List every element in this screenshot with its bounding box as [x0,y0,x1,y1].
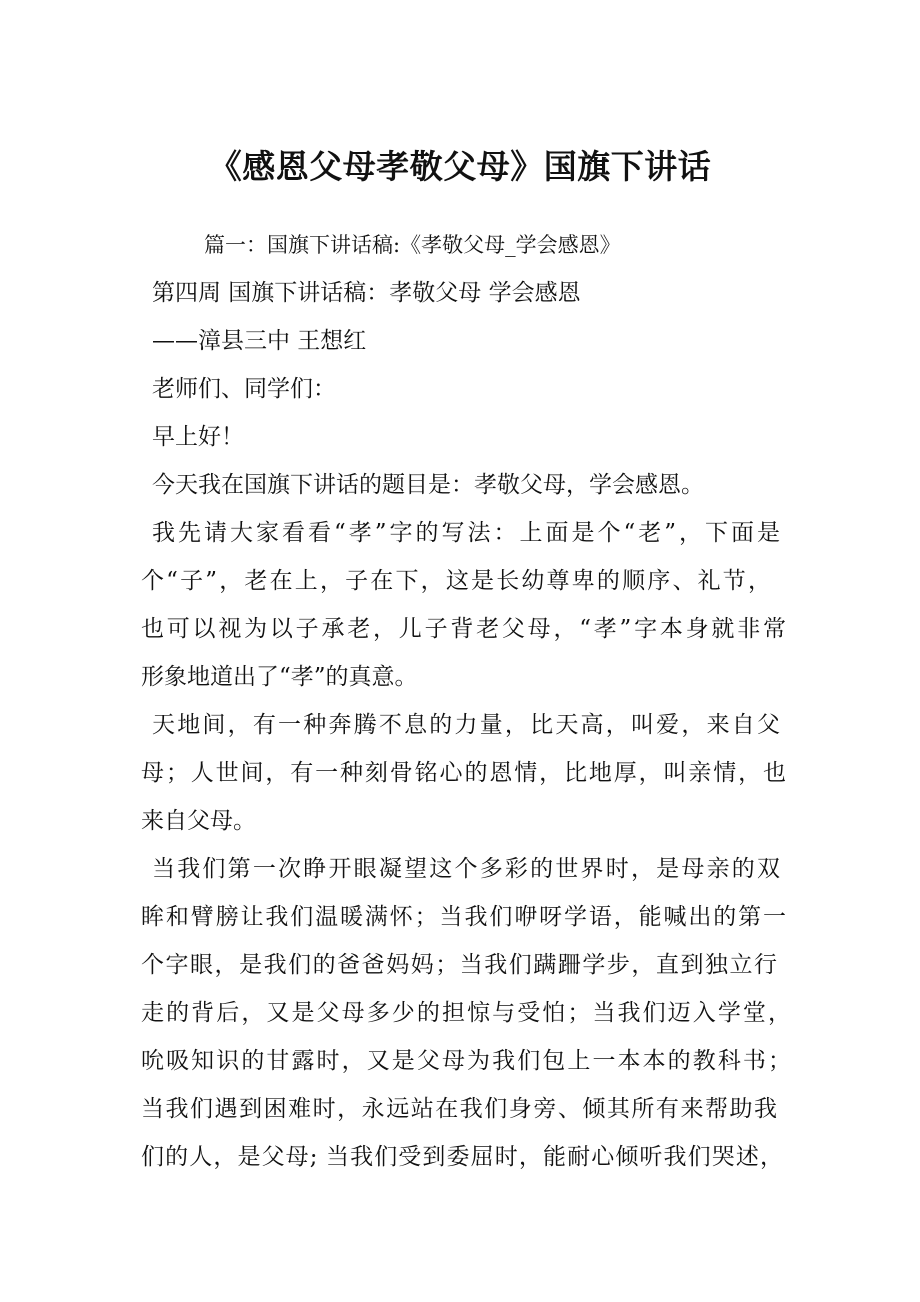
paragraph-line: 当我们遇到困难时，永远站在我们身旁、倾其所有来帮助我 [141,1096,777,1122]
paragraph-line: 天地间，有一种奔腾不息的力量，比天高，叫爱，来自父 [152,712,780,738]
paragraph-line: 个字眼，是我们的爸爸妈妈；当我们蹒跚学步，直到独立行 [141,952,777,978]
paragraph-line: 吮吸知识的甘露时，又是父母为我们包上一本本的教科书； [141,1048,791,1074]
paragraph-line: 今天我在国旗下讲话的题目是：孝敬父母，学会感恩。 [152,472,704,498]
paragraph-line: 也可以视为以子承老，儿子背老父母，“孝”字本身就非常 [141,616,786,642]
author-line: ——漳县三中 王想红 [152,328,367,354]
paragraph-line: 来自父母。 [141,808,256,834]
paragraph-line: 走的背后，又是父母多少的担惊与受怕；当我们迈入学堂， [141,1000,791,1026]
speech-heading: 第四周 国旗下讲话稿：孝敬父母 学会感恩 [152,280,581,306]
paragraph-line: 我先请大家看看“孝”字的写法：上面是个“老”，下面是 [152,520,780,546]
paragraph-line: 当我们第一次睁开眼凝望这个多彩的世界时，是母亲的双 [152,856,780,882]
paragraph-line: 母；人世间，有一种刻骨铭心的恩情，比地厚，叫亲情，也 [141,760,786,786]
salutation: 老师们、同学们： [152,376,336,402]
paragraph-line: 们的人，是父母; 当我们受到委屈时，能耐心倾听我们哭述， [141,1144,783,1170]
paragraph-line: 眸和臂膀让我们温暖满怀；当我们咿呀学语，能喊出的第一 [141,904,786,930]
document-title: 《感恩父母孝敬父母》国旗下讲话 [208,147,712,186]
paragraph-line: 个“子”，老在上，子在下，这是长幼尊卑的顺序、礼节， [141,568,771,594]
paragraph-line: 形象地道出了“孝”的真意。 [141,664,418,690]
greeting: 早上好！ [152,424,244,450]
section-heading: 篇一：国旗下讲话稿:《孝敬父母_学会感恩》 [204,233,621,257]
